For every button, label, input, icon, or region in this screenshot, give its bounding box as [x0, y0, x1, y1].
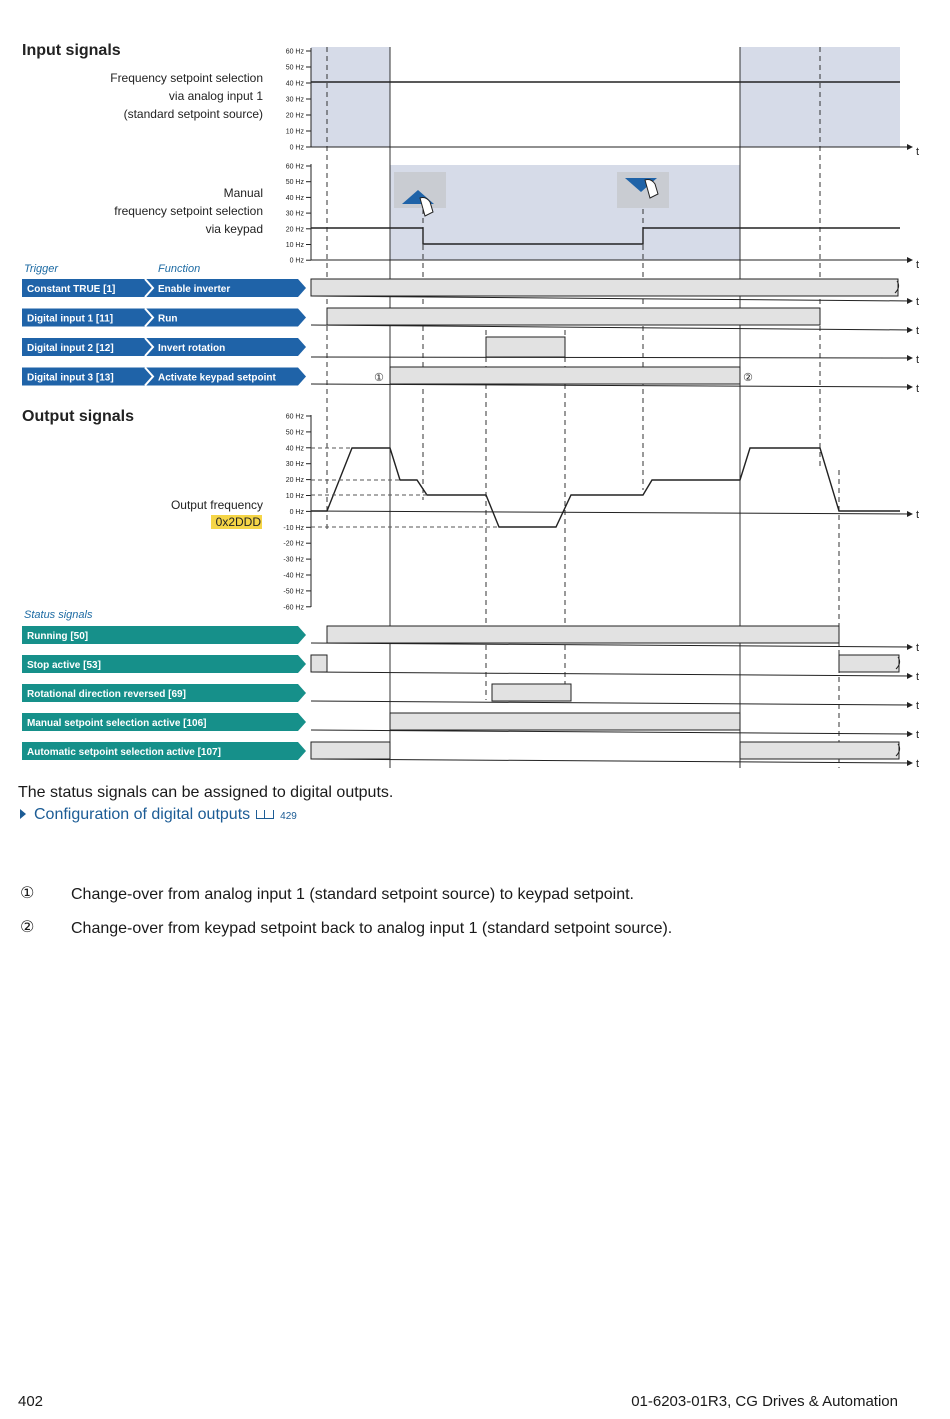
- trigger-name: Digital input 2 [12]: [27, 343, 114, 354]
- trigger-row: [22, 368, 307, 386]
- status-row: [22, 713, 306, 731]
- output-tick-label: -60 Hz: [283, 604, 304, 612]
- status-row: [22, 626, 306, 644]
- book-icon: [256, 810, 274, 819]
- t-label-input2: t: [916, 259, 920, 271]
- input2-label-line1: Manual: [223, 186, 263, 200]
- trigger-row: [22, 279, 307, 297]
- status-name: Running [50]: [27, 631, 89, 642]
- marker-2: ②: [743, 372, 753, 384]
- status-axis-3: [311, 701, 912, 705]
- output-ticks: [283, 414, 311, 612]
- status-row: [22, 742, 306, 760]
- document-reference: 01-6203-01R3, CG Drives & Automation: [631, 1393, 898, 1410]
- status-axis-4: [311, 730, 912, 734]
- output-t-axis: [311, 511, 912, 514]
- status-stop-bar-right: [839, 655, 899, 672]
- trigger-header: Trigger: [24, 263, 59, 275]
- function-name: Invert rotation: [158, 343, 226, 354]
- trigger-name: Digital input 1 [11]: [27, 313, 114, 325]
- legend-text-1: Change-over from analog input 1 (standard setpoint source) to keypad setpoint.: [71, 886, 634, 903]
- input1-label-line3: (standard setpoint source): [123, 107, 263, 121]
- status-auto-bar-left: [311, 742, 390, 759]
- input1-label-line2: via analog input 1: [168, 89, 263, 103]
- input2-label-line2: frequency setpoint selection: [114, 204, 263, 218]
- output-tick-label: 20 Hz: [285, 477, 304, 485]
- input2-tick-label: 10 Hz: [285, 242, 304, 249]
- input2-tick-label: 20 Hz: [285, 226, 304, 234]
- status-axis-2: [311, 672, 912, 676]
- status-auto-bar-right: [740, 742, 899, 759]
- input2-tick-label: 0 Hz: [289, 257, 304, 265]
- input1-label-line1: Frequency setpoint selection: [110, 71, 263, 85]
- t-label-trigger-2: t: [916, 325, 920, 337]
- status-reversed-bar: [492, 684, 571, 701]
- configuration-link-label[interactable]: Configuration of digital outputs: [34, 806, 251, 823]
- output-tick-label: -40 Hz: [283, 572, 304, 580]
- input-signals-heading: Input signals: [22, 42, 121, 59]
- input1-tick-label: 40 Hz: [285, 80, 304, 88]
- input2-label-line3: via keypad: [205, 222, 263, 236]
- input2-tick-label: 50 Hz: [285, 179, 304, 187]
- output-tick-label: 30 Hz: [285, 461, 304, 469]
- t-label-status-5: t: [916, 758, 920, 770]
- marker-1: ①: [374, 372, 384, 384]
- t-label-status-4: t: [916, 729, 920, 741]
- input1-ticks: [286, 49, 311, 152]
- function-header: Function: [158, 263, 201, 275]
- output-signals-heading: Output signals: [22, 408, 134, 425]
- signal-keypad-setpoint: [390, 367, 740, 384]
- output-frequency-curve: [311, 448, 900, 527]
- input2-tick-label: 40 Hz: [285, 194, 304, 202]
- legend-item-1: [20, 883, 780, 907]
- trigger-name: Constant TRUE [1]: [27, 284, 116, 295]
- signal-run: [327, 308, 820, 325]
- input2-tick-label: 60 Hz: [285, 163, 304, 171]
- status-name: Manual setpoint selection active [106]: [27, 718, 207, 729]
- t-label-status-2: t: [916, 671, 920, 683]
- trigger-axis-2: [311, 325, 912, 330]
- input1-tick-label: 30 Hz: [285, 96, 304, 104]
- input1-tick-label: 0 Hz: [289, 144, 304, 152]
- t-label-input1: t: [916, 146, 920, 158]
- t-label-status-3: t: [916, 700, 920, 712]
- legend-marker-1: ①: [20, 885, 35, 902]
- t-label-output: t: [916, 509, 920, 521]
- output-tick-label: 50 Hz: [285, 429, 304, 437]
- page-number: 402: [18, 1393, 44, 1410]
- trigger-name: Digital input 3 [13]: [27, 372, 114, 384]
- input1-tick-label: 10 Hz: [285, 128, 304, 136]
- t-label-trigger-3: t: [916, 354, 920, 366]
- keypad-up-icon: [617, 172, 669, 208]
- output-tick-label: -50 Hz: [283, 588, 304, 596]
- link-page-number: 429: [280, 811, 297, 822]
- output-tick-label: 60 Hz: [285, 413, 304, 421]
- shade-region-left: [311, 47, 390, 147]
- status-name: Rotational direction reversed [69]: [27, 689, 186, 700]
- status-manual-bar: [390, 713, 740, 730]
- t-label-status-1: t: [916, 642, 920, 654]
- trigger-axis-1: [311, 296, 912, 301]
- status-header: Status signals: [24, 609, 93, 621]
- status-axis-5: [311, 759, 912, 763]
- status-row: [22, 684, 306, 702]
- signal-enable-inverter: [311, 279, 898, 296]
- link-arrow-icon: [20, 809, 26, 819]
- status-row: [22, 655, 306, 673]
- status-axis-1: [311, 643, 912, 647]
- signal-invert-rotation: [486, 337, 565, 357]
- t-label-trigger-4: t: [916, 383, 920, 395]
- function-name: Enable inverter: [158, 284, 231, 295]
- legend-text-2: Change-over from keypad setpoint back to analog input 1 (standard setpoint source).: [71, 920, 673, 937]
- input2-tick-label: 30 Hz: [285, 210, 304, 218]
- trigger-row: [22, 309, 307, 327]
- status-running-bar: [327, 626, 839, 643]
- legend-item-2: [20, 917, 780, 965]
- input1-tick-label: 60 Hz: [285, 48, 304, 56]
- status-stop-bar-left: [311, 655, 327, 672]
- configuration-link[interactable]: [20, 806, 297, 824]
- trigger-row: [22, 338, 307, 356]
- output-tick-label: 10 Hz: [285, 493, 304, 500]
- output-tick-label: 0 Hz: [289, 508, 304, 516]
- status-note: The status signals can be assigned to digital outputs.: [18, 784, 394, 801]
- trigger-axis-3: [311, 357, 912, 358]
- function-name: Activate keypad setpoint: [158, 372, 276, 384]
- status-name: Stop active [53]: [27, 660, 101, 671]
- output-frequency-label: Output frequency: [170, 498, 263, 512]
- output-tick-label: -20 Hz: [283, 540, 304, 548]
- legend-marker-2: ②: [20, 919, 35, 936]
- output-tick-label: 40 Hz: [285, 445, 304, 453]
- output-tick-label: -10 Hz: [283, 524, 304, 532]
- input2-ticks: [286, 164, 311, 265]
- output-code: 0x2DDD: [215, 515, 261, 529]
- function-name: Run: [158, 313, 178, 325]
- output-tick-label: -30 Hz: [283, 556, 304, 564]
- input1-tick-label: 50 Hz: [285, 64, 304, 72]
- status-name: Automatic setpoint selection active [107]: [27, 747, 221, 758]
- input1-tick-label: 20 Hz: [285, 112, 304, 120]
- t-label-trigger-1: t: [916, 296, 920, 308]
